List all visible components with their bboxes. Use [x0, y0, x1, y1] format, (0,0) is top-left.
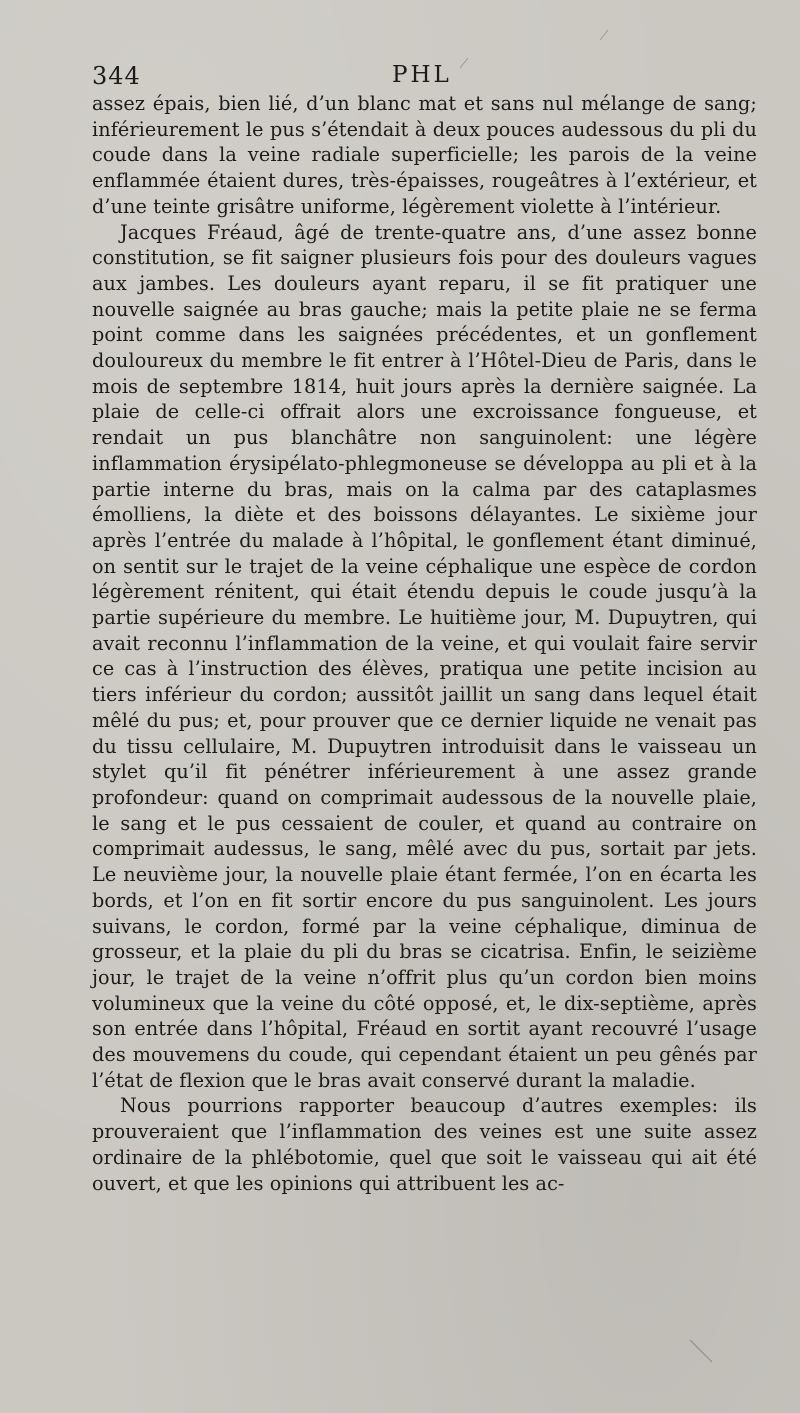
- paragraph-continuation: assez épais, bien lié, d’un blanc mat et sans nul mélange de sang; inférieurement le pus s’étendait à deux pouces audessous du pli du coude dans la veine radiale superficielle; les parois de la veine enflammée étaient dures, très-épaisses, rougeâtres à l’extérieur, et d’une teinte grisâtre uniforme, légèrement violette à l’intérieur.: [92, 92, 757, 218]
- running-head: PHL: [392, 62, 452, 88]
- page-number: 344: [92, 62, 141, 90]
- paragraph-conclusion: Nous pourrions rapporter beaucoup d’autres exemples: ils prouveraient que l’inflammation des veines est une suite assez ordinaire de la phlébotomie, quel que soit le vaisseau qui ait été ouvert, et que les opinions qui attribuent les ac-: [92, 1094, 757, 1195]
- body-text: [92, 91, 757, 1196]
- page-header: [92, 62, 757, 90]
- paragraph-case-freaud: Jacques Fréaud, âgé de trente-quatre ans, d’une assez bonne constitution, se fit saigner plusieurs fois pour des douleurs vagues aux jambes. Les douleurs ayant reparu, il se fit pratiquer une nouvelle saignée au bras gauche; mais la petite plaie ne se ferma point comme dans les saignées précédentes, et un gonflement douloureux du membre le fit entrer à l’Hôtel-Dieu de Paris, dans le mois de septembre 1814, huit jours après la dernière saignée. La plaie de celle-ci offrait alors une excroissance fongueuse, et rendait un pus blanchâtre non sanguinolent: une légère inflammation érysipélato-phlegmoneuse se développa au pli et à la partie interne du bras, mais on la calma par des cataplasmes émolliens, la diète et des boissons délayantes. Le sixième jour après l’entrée du malade à l’hôpital, le gonflement étant diminué, on sentit sur le trajet de la veine céphalique une espèce de cordon légèrement rénitent, qui était étendu depuis le coude jusqu’à la partie supérieure du membre. Le huitième jour, M. Dupuytren, qui avait reconnu l’inflammation de la veine, et qui voulait faire servir ce cas à l’instruction des élèves, pratiqua une petite incision au tiers inférieur du cordon; aussitôt jaillit un sang dans lequel était mêlé du pus; et, pour prouver que ce dernier liquide ne venait pas du tissu cellulaire, M. Dupuytren introduisit dans le vaisseau un stylet qu’il fit pénétrer inférieurement à une assez grande profondeur: quand on comprimait audessous de la nouvelle plaie, le sang et le pus cessaient de couler, et quand au contraire on comprimait audessus, le sang, mêlé avec du pus, sortait par jets. Le neuvième jour, la nouvelle plaie étant fermée, l’on en écarta les bords, et l’on en fit sortir encore du pus sanguinolent. Les jours suivans, le cordon, formé par la veine céphalique, diminua de grosseur, et la plaie du pli du bras se cicatrisa. Enfin, le seizième jour, le trajet de la veine n’offrit plus qu’un cordon bien moins volumineux que la veine du côté opposé, et, le dix-septième, après son entrée dans l’hôpital, Fréaud en sortit ayant recouvré l’usage des mouvemens du coude, qui cependant étaient un peu gênés par l’état de flexion que le bras avait conservé durant la maladie.: [92, 220, 757, 1092]
